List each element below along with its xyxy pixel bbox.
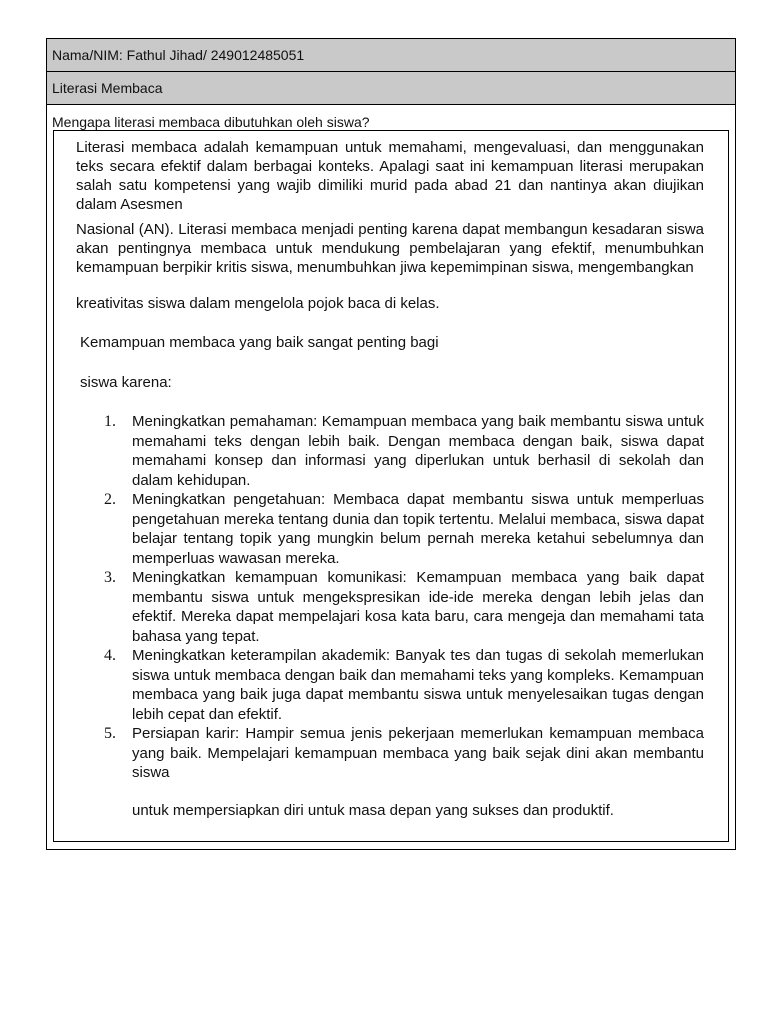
answer-box bbox=[53, 130, 729, 842]
list-item bbox=[94, 568, 704, 646]
name-nim-text: Nama/NIM: Fathul Jihad/ 249012485051 bbox=[52, 47, 305, 63]
list-item-number: 3. bbox=[104, 569, 116, 586]
subject-row bbox=[47, 72, 735, 105]
list-item bbox=[94, 724, 704, 783]
list-item-number: 1. bbox=[104, 413, 116, 430]
list-item bbox=[94, 490, 704, 568]
list-item bbox=[94, 646, 704, 724]
answer-paragraph-3: kreativitas siswa dalam mengelola pojok baca di kelas. bbox=[76, 295, 440, 312]
list-item-text: Meningkatkan pengetahuan: Membaca dapat membantu siswa untuk memperluas pengetahuan mereka tentang dunia dan topik tertentu. Melalui membaca, siswa dapat belajar tentang topik yang mungkin belum pernah mereka ketahui sebelumnya dan memperluas wawasan mereka. bbox=[132, 491, 704, 567]
list-item-number: 4. bbox=[104, 647, 116, 664]
list-item-text: Meningkatkan pemahaman: Kemampuan membaca yang baik membantu siswa untuk memahami teks dengan lebih baik. Dengan membaca dengan baik, siswa dapat memahami konsep dan informasi yang diperlukan untuk berhasil di sekolah dan dalam kehidupan. bbox=[132, 413, 704, 489]
closing-line: untuk mempersiapkan diri untuk masa depan yang sukses dan produktif. bbox=[132, 802, 614, 819]
name-nim-row bbox=[47, 39, 735, 72]
answer-sheet-table bbox=[46, 38, 736, 850]
list-item-text: Meningkatkan keterampilan akademik: Banyak tes dan tugas di sekolah memerlukan siswa untuk membaca dengan baik dan memahami teks yang kompleks. Kemampuan membaca yang baik juga dapat membantu siswa untuk menyelesaikan tugas dengan lebih cepat dan efektif. bbox=[132, 647, 704, 723]
reasons-list bbox=[94, 412, 704, 783]
answer-paragraph-5: siswa karena: bbox=[80, 374, 172, 391]
list-item-text: Persiapan karir: Hampir semua jenis pekerjaan memerlukan kemampuan membaca yang baik. Mempelajari kemampuan membaca yang baik sejak dini akan membantu siswa bbox=[132, 725, 704, 781]
list-item-text: Meningkatkan kemampuan komunikasi: Kemampuan membaca yang baik dapat membantu siswa untuk mengekspresikan ide-ide mereka dengan lebih jelas dan efektif. Mereka dapat mempelajari kosa kata baru, cara mengeja dan memahami tata bahasa yang tepat. bbox=[132, 569, 704, 645]
list-item-number: 2. bbox=[104, 491, 116, 508]
answer-paragraph-4: Kemampuan membaca yang baik sangat penting bagi bbox=[80, 334, 439, 351]
list-item-number: 5. bbox=[104, 725, 116, 742]
question-text: Mengapa literasi membaca dibutuhkan oleh siswa? bbox=[52, 114, 370, 130]
answer-paragraph-2: Nasional (AN). Literasi membaca menjadi penting karena dapat membangun kesadaran siswa akan pentingnya membaca untuk mendukung pembelajaran yang efektif, menumbuhkan kemampuan berpikir kritis siswa, menumbuhkan jiwa kepemimpinan siswa, mengembangkan bbox=[76, 221, 704, 276]
answer-paragraph-1: Literasi membaca adalah kemampuan untuk memahami, mengevaluasi, dan menggunakan teks secara efektif dalam berbagai konteks. Apalagi saat ini kemampuan literasi merupakan salah satu kompetensi yang wajib dimiliki murid pada abad 21 dan nantinya akan diujikan dalam Asesmen bbox=[76, 139, 704, 213]
subject-text: Literasi Membaca bbox=[52, 80, 163, 96]
list-item bbox=[94, 412, 704, 490]
